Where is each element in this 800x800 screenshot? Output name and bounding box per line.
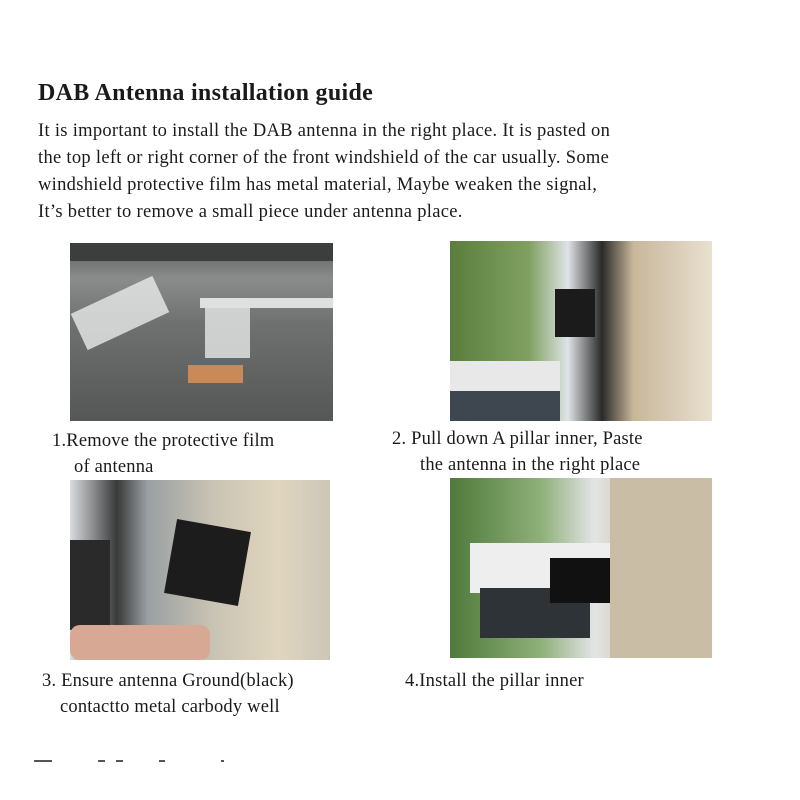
divider-mark	[98, 760, 105, 762]
intro-line: the top left or right corner of the front windshield of the car usually. Some	[38, 148, 610, 168]
step-2-caption-line2: the antenna in the right place	[420, 455, 641, 475]
divider-mark	[159, 760, 165, 762]
intro-paragraph	[38, 118, 778, 226]
intro-line: It is important to install the DAB antenna in the right place. It is pasted on	[38, 121, 611, 141]
step-3-caption-line2: contactto metal carbody well	[60, 697, 280, 717]
intro-line: windshield protective film has metal material, Maybe weaken the signal,	[38, 175, 598, 195]
page-title: DAB Antenna installation guide	[38, 80, 374, 106]
intro-line: It’s better to remove a small piece under antenna place.	[38, 202, 463, 222]
step-1-caption-line1: 1.Remove the protective film	[52, 431, 275, 451]
step-2-photo	[450, 241, 712, 421]
divider-mark	[34, 760, 52, 762]
step-1-photo	[70, 243, 333, 421]
step-3-photo	[70, 480, 330, 660]
step-1-caption-line2: of antenna	[74, 457, 154, 477]
step-2-caption-line1: 2. Pull down A pillar inner, Paste	[392, 429, 643, 449]
step-3-caption-line1: 3. Ensure antenna Ground(black)	[42, 671, 294, 691]
step-4-photo	[450, 478, 712, 658]
step-4-caption-line1: 4.Install the pillar inner	[405, 671, 584, 691]
divider-mark	[221, 760, 224, 762]
divider-mark	[116, 760, 123, 762]
